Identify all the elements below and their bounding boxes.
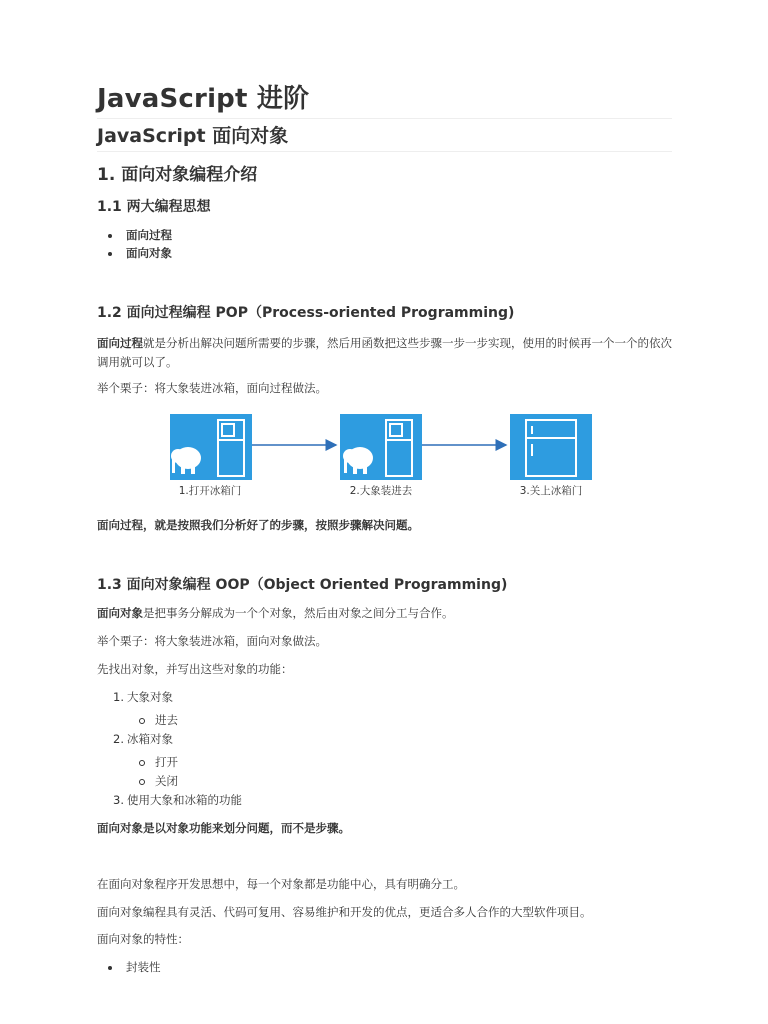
list-item-text: 封装性 [126,960,161,974]
oop-term: 面向对象 [97,606,143,620]
subsection-heading-oop: 1.3 面向对象编程 OOP（Object Oriented Programming) [97,577,508,593]
step-1-caption: 1.打开冰箱门 [178,485,242,497]
step-2-caption: 2.大象装进去 [349,485,413,497]
step-3-caption: 3.关上冰箱门 [519,485,583,497]
sub-list-item [155,773,178,790]
list-item-text: 面向过程 [126,228,172,242]
pop-steps-diagram [170,410,600,502]
bullet-icon [108,234,112,238]
list-item [113,792,242,809]
sub-list-item [155,754,178,771]
list-item-text: 面向对象 [126,246,172,260]
oop-example: 举个栗子：将大象装进冰箱，面向对象做法。 [97,634,327,648]
step-3-image [510,414,592,480]
section-heading-oop-intro: 1. 面向对象编程介绍 [97,165,258,185]
pop-definition [97,334,672,372]
list-item-text: 冰箱对象 [127,732,173,746]
list-item-text: 进去 [155,713,178,727]
circle-bullet-icon [139,718,145,724]
page-title: JavaScript 进阶 [97,78,672,119]
list-item-text: 使用大象和冰箱的功能 [127,793,242,807]
oop-definition-text: 是把事务分解成为一个个对象，然后由对象之间分工与合作。 [143,606,454,620]
oop-summary: 面向对象是以对象功能来划分问题，而不是步骤。 [97,821,350,835]
list-item-text: 大象对象 [127,690,173,704]
pop-example: 举个栗子：将大象装进冰箱，面向过程做法。 [97,381,327,395]
subsection-heading-pop: 1.2 面向过程编程 POP（Process-oriented Programming) [97,305,515,321]
pop-term: 面向过程 [97,336,143,350]
oop-find-objects: 先找出对象，并写出这些对象的功能： [97,662,293,676]
page-subtitle: JavaScript 面向对象 [97,121,672,152]
list-number: 1. [113,690,124,704]
oop-features-intro: 面向对象的特性： [97,932,189,946]
circle-bullet-icon [139,779,145,785]
list-item [126,959,161,976]
bullet-icon [108,252,112,256]
list-number: 2. [113,732,124,746]
oop-definition [97,604,672,623]
oop-advantages: 面向对象编程具有灵活、代码可复用、容易维护和开发的优点，更适合多人合作的大型软件项目。 [97,905,592,919]
list-number: 3. [113,793,124,807]
list-item [126,227,172,244]
list-item [126,245,172,262]
list-item-text: 关闭 [155,774,178,788]
circle-bullet-icon [139,760,145,766]
pop-definition-text: 就是分析出解决问题所需要的步骤，然后用函数把这些步骤一步一步实现，使用的时候再一个一个的依次调用就可以了。 [97,336,672,369]
list-item [113,731,173,748]
step-1-image [170,414,252,480]
list-item-text: 打开 [155,755,178,769]
step-2-image [340,414,422,480]
pop-steps-illustration [170,410,600,502]
oop-function-center: 在面向对象程序开发思想中，每一个对象都是功能中心，具有明确分工。 [97,877,465,891]
sub-list-item [155,712,178,729]
bullet-icon [108,966,112,970]
subsection-heading-two-ideas: 1.1 两大编程思想 [97,199,211,215]
pop-summary: 面向过程，就是按照我们分析好了的步骤，按照步骤解决问题。 [97,518,419,532]
list-item [113,689,173,706]
